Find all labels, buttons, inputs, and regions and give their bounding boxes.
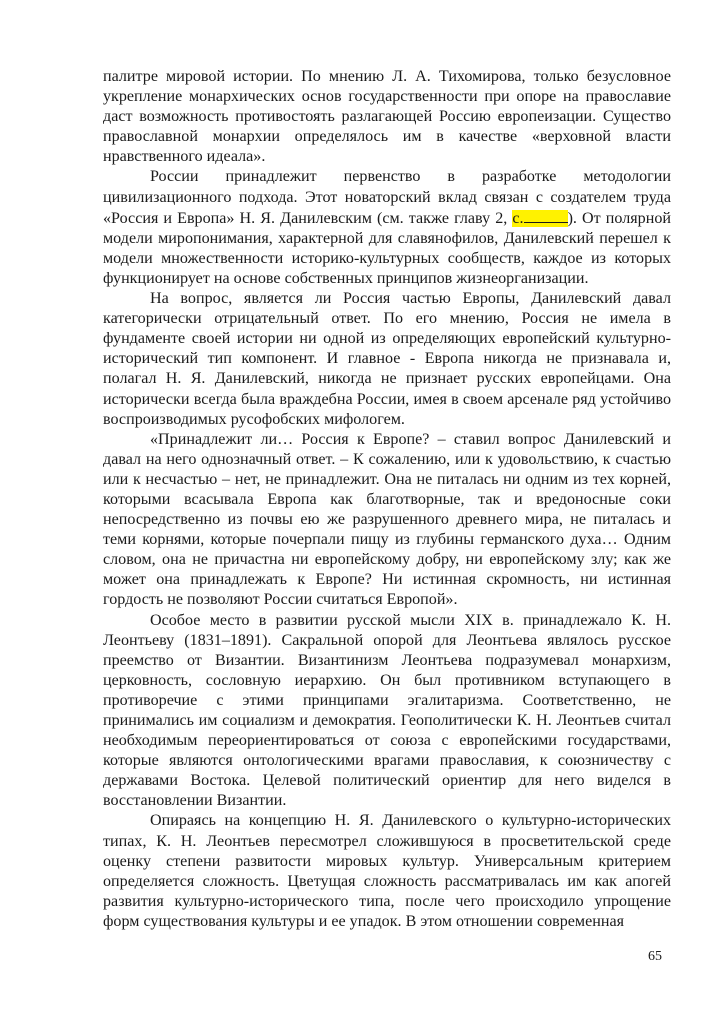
paragraph-6: Опираясь на концепцию Н. Я. Данилевского о культурно-исторических типах, К. Н. Леонтьев пересмотрел сложившуюся в просветительской среде оценку степени развитости мировых культур. Универсальным критерием определяется сложность. Цветущая сложность рассматривалась им как апогей развития культурно-исторического типа, после чего происходило упрощение форм существования культуры и ее упадок. В этом отношении современная (103, 812, 671, 930)
paragraph-5: Особое место в развитии русской мысли XIX в. принадлежало К. Н. Леонтьеву (1831–1891). Сакральной опорой для Леонтьева являлось русское преемство от Византии. Византинизм Леонтьева подразумевал монархизм, церковность, сословную иерархию. Он был противником вступающего в противоречие с этими принципами эгалитаризма. Соответственно, не принимались им социализм и демократия. Геополитически К. Н. Леонтьев считал необходимым переориентироваться от союза с европейскими государствами, которые являются онтологическими врагами православия, к союзничеству с державами Востока. Целевой политический ориентир для него виделся в восстановлении Византии. (103, 611, 671, 810)
highlighted-page-reference (512, 210, 567, 227)
paragraph-2 (103, 167, 671, 289)
paragraph-3: На вопрос, является ли Россия частью Европы, Данилевский давал категорически отрицательный ответ. По его мнению, Россия не имела в фундаменте своей истории ни одной из определяющих европейский культурно-исторический тип компонент. И главное - Европа никогда не признавала и, полагал Н. Я. Данилевский, никогда не признает русских европейцами. Она исторически всегда была враждебна России, имея в своем арсенале ряд устойчиво воспроизводимых русофобских мифологем. (103, 290, 671, 428)
paragraph-2-start: России принадлежит первенство в разработке методологии цивилизационного подхода. Этот новаторский вклад связан с создателем труда «Россия и Европа» Н. Я. Данилевским (см. также главу 2, (103, 168, 671, 227)
paragraph-4: «Принадлежит ли… Россия к Европе? – ставил вопрос Данилевский и давал на него однозначный ответ. – К сожалению, или к удовольствию, к счастью или к несчастью – нет, не принадлежит. Она не питалась ни одним из тех корней, которыми всасывала Европа как благотворные, так и вредоносные соки непосредственно из почвы ею же разрушенного древнего мира, не питалась и теми корнями, которые почерпали пищу из глубины германского духа… Одним словом, она не причастна ни европейскому добру, ни европейскому злу; как же может она принадлежать к Европе? Ни истинная скромность, ни истинная гордость не позволяют России считаться Европой». (103, 430, 671, 609)
body-text (103, 67, 671, 932)
paragraph-1: палитре мировой истории. По мнению Л. А. Тихомирова, только безусловное укрепление монархических основ государственности при опоре на православие даст возможность противостоять разлагающей Россию европеизации. Существо православной монархии определялось им в качестве «верховной власти нравственного идеала». (103, 68, 671, 166)
page-reference-label: с. (512, 209, 524, 227)
paragraph-2-end: ). От полярной модели миропонимания, характерной для славянофилов, Данилевский перешел к модели множественности историко-культурных сообществ, каждое из которых функционирует на основе собственных принципов жизнеорганизации. (103, 209, 671, 287)
page-number: 65 (648, 949, 662, 964)
page-number-blank (524, 208, 568, 223)
